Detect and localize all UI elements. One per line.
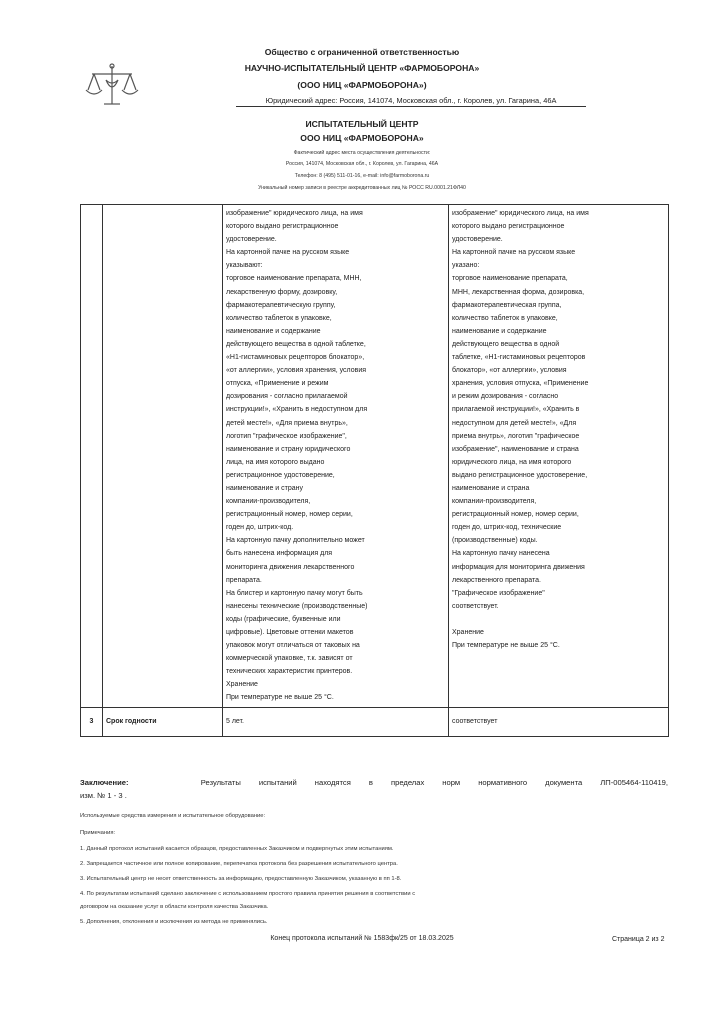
parameter-cell [103, 205, 223, 708]
protocol-end: Конец протокола испытаний № 1583фк/25 от 18.03.2025 [270, 935, 454, 942]
actual-address-label: Фактический адрес места осуществления деятельности: [293, 150, 431, 156]
result-cell [449, 205, 669, 708]
note-item: 5. Дополнения, отклонения и исключения из метода не применялись. [80, 919, 268, 926]
actual-address: Россия, 141074, Московская обл., г. Королев, ул. Гагарина, 46А [285, 161, 439, 167]
center-name: ООО НИЦ «ФАРМОБОРОНА» [300, 133, 424, 143]
note-item: договором на оказание услуг в области контроля качества Заказчика. [80, 903, 269, 910]
table-row [81, 707, 669, 736]
conclusion-text-2: изм. № 1 - 3 . [80, 791, 127, 800]
table-row [81, 205, 669, 708]
header-divider [236, 106, 586, 107]
page-number: Страница 2 из 2 [612, 936, 665, 943]
parameter-name: Срок годности [103, 707, 223, 736]
org-name: НАУЧНО-ИСПЫТАТЕЛЬНЫЙ ЦЕНТР «ФАРМОБОРОНА» [244, 63, 480, 73]
org-type: Общество с ограниченной ответственностью [264, 47, 460, 57]
org-short-name: (ООО НИЦ «ФАРМОБОРОНА») [297, 80, 427, 90]
contacts: Телефон: 8 (495) 511-01-16, e-mail: info@farmoborona.ru [294, 173, 430, 179]
note-item: 3. Испытательный центр не несет ответственность за информацию, предоставленную Заказчиком, указанную в пп 1-8. [80, 876, 402, 883]
notes-title: Примечания: [80, 830, 116, 837]
conclusion [80, 776, 668, 802]
note-item: 2. Запрещается частичное или полное копирование, перепечатка протокола без разрешения испытательного центра. [80, 860, 398, 867]
results-table [80, 204, 669, 737]
legal-address: Юридический адрес: Россия, 141074, Московская обл., г. Королев, ул. Гагарина, 46А [265, 96, 557, 105]
requirement-cell [223, 205, 449, 708]
center-title: ИСПЫТАТЕЛЬНЫЙ ЦЕНТР [305, 119, 419, 129]
row-number-cell [81, 205, 103, 708]
row-number: 3 [81, 707, 103, 736]
result-text: изображение" юридического лица, на имя которого выдано регистрационное удостоверение. На картонной пачке на русском языке указано: торговое наименование препарата, МНН, лекарственная форма, дозировка, фармакотерапевтическая группа, количество таблеток в упаковке, наименование и содержание действующего вещества в одной таблетке, «Н1-гистаминовых рецепторов блокатор», «от аллергии», условия хранения, условия отпуска, «Применение и режим дозирования - согласно прилагаемой инструкции!», «Хранить в недоступном для детей месте!», «Для приема внутрь», логотип "графическое изображение", наименование и страна юридического лица, на имя которого выдано регистрационное удостоверение, наименование и страна компании-производителя, регистрационный номер, номер серии, годен до, штрих-код, технические (производственные) коды. На картонную пачку нанесена информация для мониторинга движения лекарственного препарата. "Графическое изображение" соответствует. Хранение При температуре не выше 25 °С. [452, 210, 589, 650]
equipment-label: Используемые средства измерения и испытательное оборудование: [80, 813, 266, 819]
requirement-text: изображение" юридического лица, на имя которого выдано регистрационное удостоверение. На картонной пачке на русском языке указывают: торговое наименование препарата, МНН, лекарственную форму, дозировку, фармакотерапевтическую группу, количество таблеток в упаковке, наименование и содержание действующего вещества в одной таблетке, «Н1-гистаминовых рецепторов блокатор», «от аллергии», условия хранения, условия отпуска, «Применение и режим дозирования - согласно прилагаемой инструкции!», «Хранить в недоступном для детей месте!», «Для приема внутрь», логотип "графическое изображение", наименование и страну юридического лица, на имя которого выдано регистрационное удостоверение, наименование и страну компании-производителя, регистрационный номер, номер серии, годен до, штрих-код. На картонную пачку дополнительно может быть нанесена информация для мониторинга движения лекарственного препарата. На блистер и картонную пачку могут быть нанесены технические (производственные) коды (графические, буквенные или цифровые). Цветовые оттенки макетов упаковок могут отличаться от таковых на коммерческой упаковке, т.к. зависят от технических характеристик принтеров. Хранение При температуре не выше 25 °С. [226, 210, 368, 702]
conclusion-label: Заключение: [80, 778, 129, 787]
conclusion-line [80, 776, 668, 789]
notes-section [80, 810, 668, 928]
result-value: соответствует [449, 707, 669, 736]
registry-number: Уникальный номер записи в реестре аккредитованных лиц № РОСС RU.0001.21ФЛ40 [258, 185, 466, 191]
requirement-value: 5 лет. [223, 707, 449, 736]
note-item: 4. По результатам испытаний сделано заключение с использованием простого правила принятия решения в соответствии с [80, 891, 416, 898]
conclusion-text: Результаты испытаний находятся в пределах норм нормативного документа ЛП-005464-110419, [200, 778, 668, 787]
note-item: 1. Данный протокол испытаний касается образцов, предоставленных Заказчиком и подвергнутых этим испытаниям. [80, 845, 394, 852]
